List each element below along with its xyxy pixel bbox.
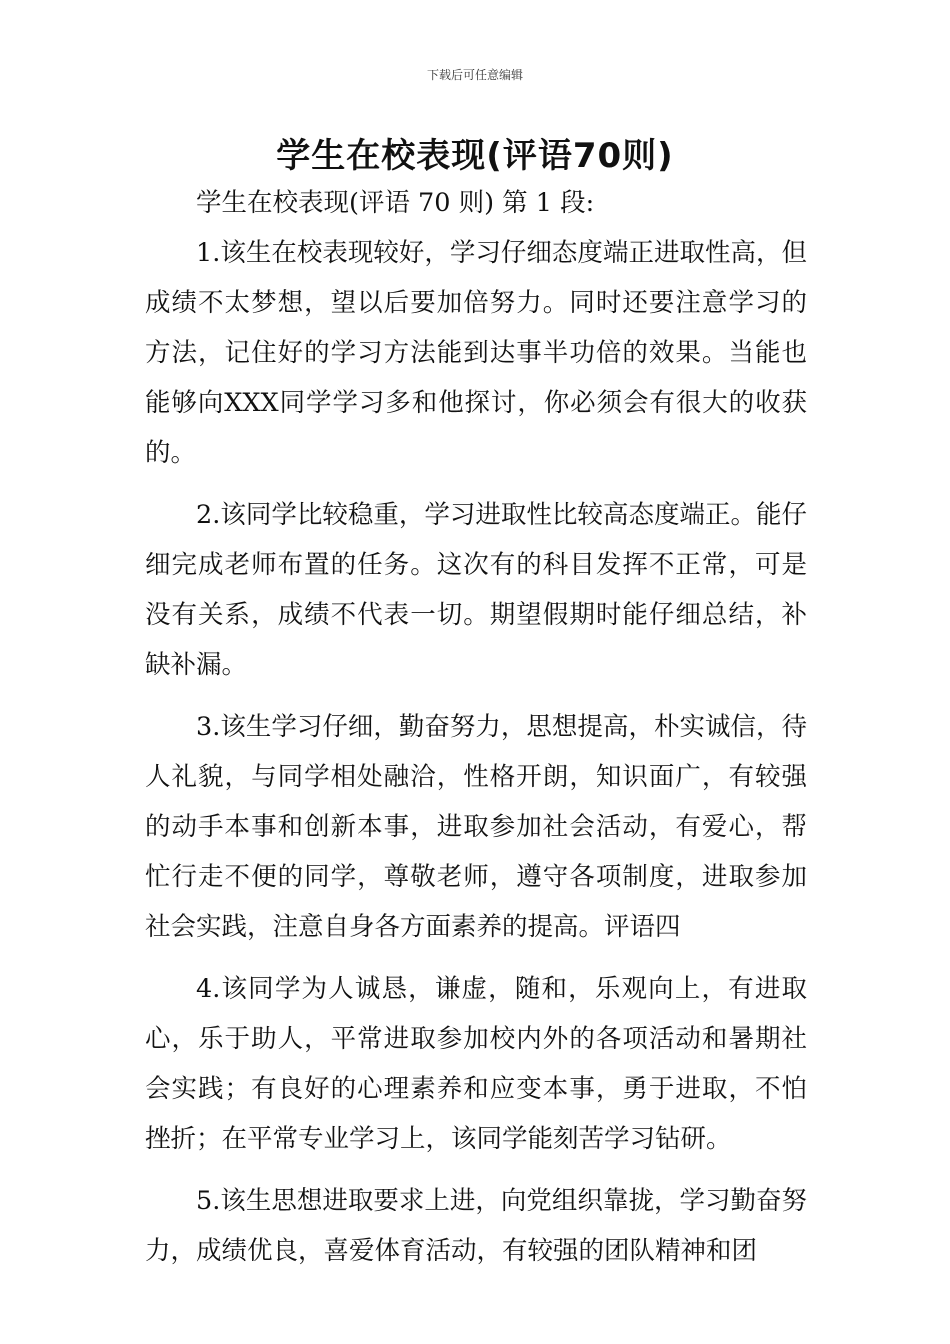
document-body	[145, 178, 807, 1288]
document-title: 学生在校表现(评语70则)	[276, 136, 674, 176]
comment-paragraph-3: 3.该生学习仔细，勤奋努力，思想提高，朴实诚信，待人礼貌，与同学相处融洽，性格开朗，知识面广，有较强的动手本事和创新本事，进取参加社会活动，有爱心，帮忙行走不便的同学，尊敬老师，遵守各项制度，进取参加社会实践，注意自身各方面素养的提高。评语四	[145, 712, 807, 942]
section-subtitle: 学生在校表现(评语 70 则) 第 1 段:	[196, 188, 595, 218]
comment-paragraph-2: 2.该同学比较稳重，学习进取性比较高态度端正。能仔细完成老师布置的任务。这次有的科目发挥不正常，可是没有关系，成绩不代表一切。期望假期时能仔细总结，补缺补漏。	[145, 500, 807, 680]
header-note: 下载后可任意编辑	[426, 68, 523, 82]
comment-paragraph-5: 5.该生思想进取要求上进，向党组织靠拢，学习勤奋努力，成绩优良，喜爱体育活动，有较强的团队精神和团	[145, 1186, 807, 1266]
comment-paragraph-4: 4.该同学为人诚恳，谦虚，随和，乐观向上，有进取心，乐于助人，平常进取参加校内外的各项活动和暑期社会实践；有良好的心理素养和应变本事，勇于进取，不怕挫折；在平常专业学习上，该同学能刻苦学习钻研。	[145, 974, 807, 1154]
comment-paragraph-1: 1.该生在校表现较好，学习仔细态度端正进取性高，但成绩不太梦想，望以后要加倍努力。同时还要注意学习的方法，记住好的学习方法能到达事半功倍的效果。当能也能够向XXX同学学习多和他探讨，你必须会有很大的收获的。	[145, 238, 807, 468]
